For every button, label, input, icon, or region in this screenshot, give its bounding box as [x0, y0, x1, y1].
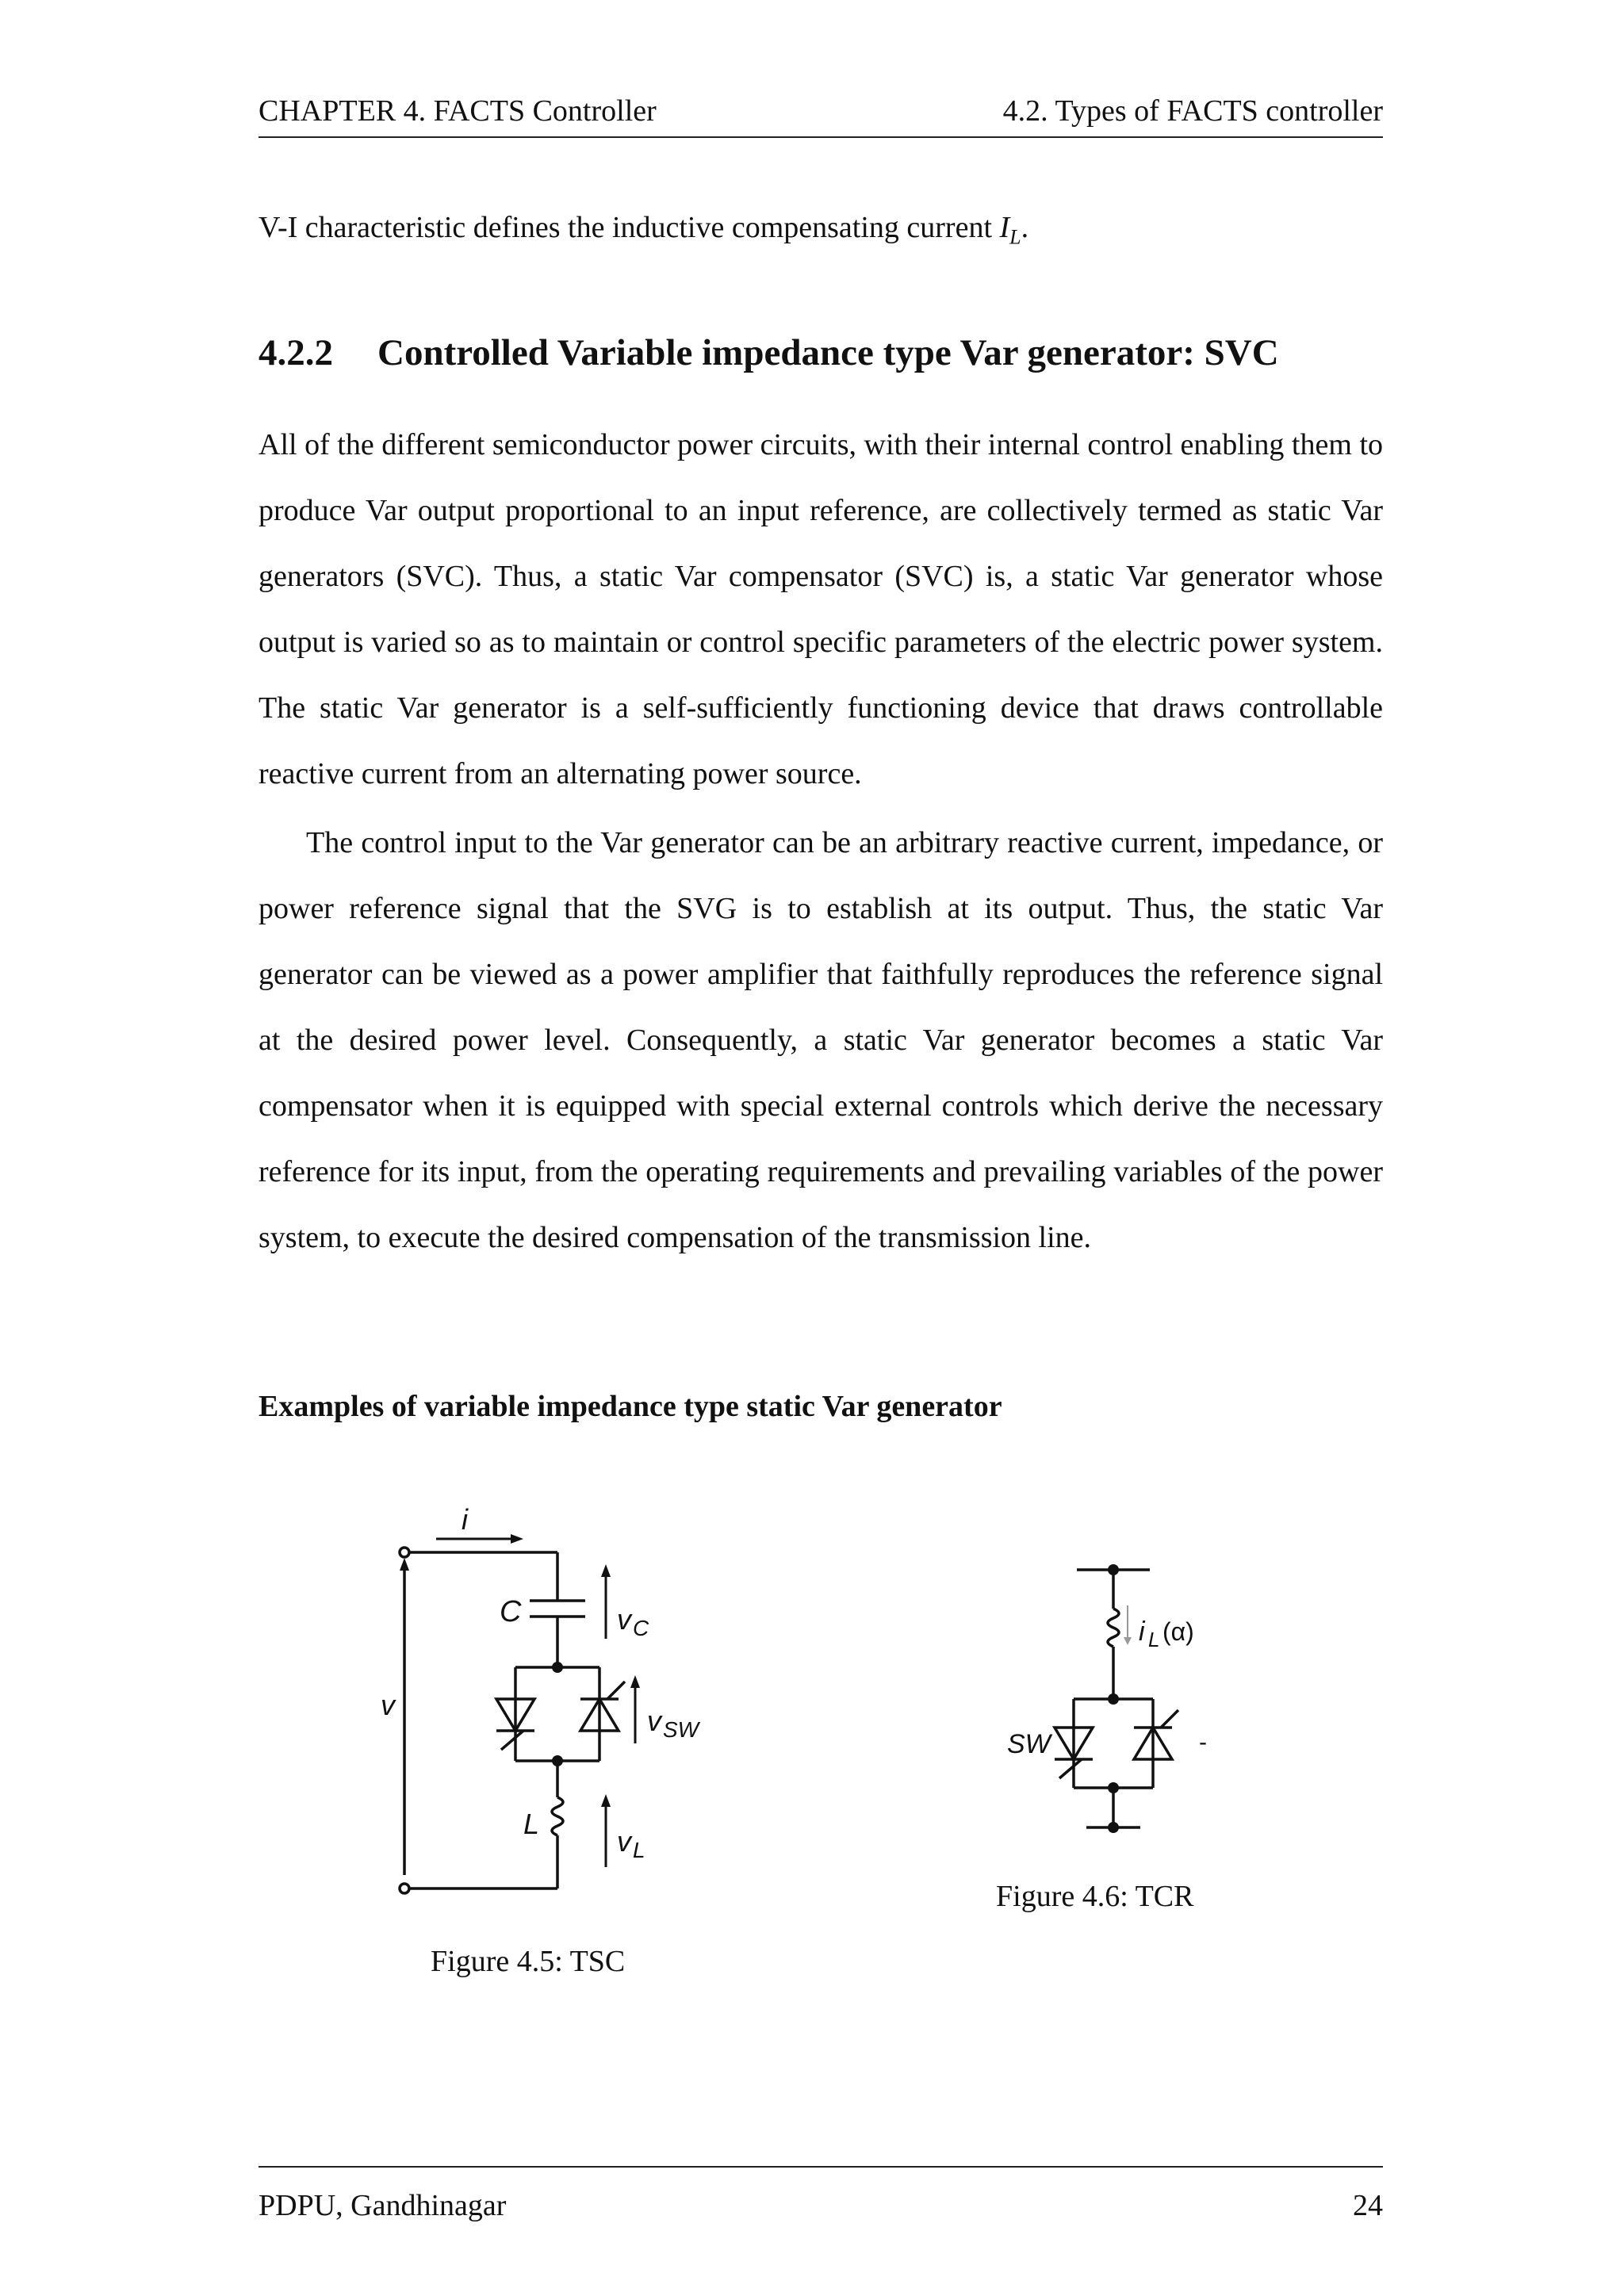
paragraph-2: The control input to the Var generator can be an arbitrary reactive current, impedance, or power reference signal that the SVG is to establish at its output. Thus, the static Var generator can be viewed as a power amplifier that faithfully reproduces the reference signal at the desired power level. Consequently, a static Var generator becomes a static Var compensator when it is equipped with special external controls which derive the necessary reference for its input, from the operating requirements and prevailing variables of the power system, to execute the desired compensation of the transmission line. [259, 826, 1383, 1254]
header-section: 4.2. Types of FACTS controller [1002, 94, 1383, 128]
intro-subscript: L [1009, 225, 1021, 249]
tcr-circuit-diagram [991, 1558, 1277, 1851]
intro-line [259, 210, 1028, 250]
tcr-svg [991, 1558, 1277, 1851]
page-number: 24 [1353, 2189, 1383, 2222]
tsc-label-vSW: v [647, 1705, 661, 1737]
inductor-coil [552, 1797, 563, 1835]
running-footer [259, 2166, 1383, 2231]
running-header [259, 94, 1383, 138]
tsc-svg [373, 1502, 737, 1915]
section-title: Controlled Variable impedance type Var generator: SVC [377, 332, 1279, 373]
tsc-label-vSW-sub: SW [663, 1717, 699, 1742]
tcr-caption: Figure 4.6: TCR [996, 1880, 1194, 1913]
tcr-label-iL: i [1139, 1617, 1145, 1647]
footer-institution: PDPU, Gandhinagar [259, 2189, 507, 2222]
tsc-label-vL-sub: L [633, 1838, 645, 1862]
tsc-top-terminal [400, 1548, 409, 1557]
tsc-label-v: v [381, 1689, 395, 1721]
tsc-caption: Figure 4.5: TSC [431, 1945, 626, 1978]
tsc-label-i: i [462, 1503, 468, 1536]
tsc-circuit-diagram [373, 1502, 737, 1915]
header-chapter: CHAPTER 4. FACTS Controller [259, 94, 657, 128]
intro-symbol: I [999, 211, 1010, 244]
tcr-label-alpha: (α) [1162, 1617, 1194, 1646]
tcr-label-iL-sub: L [1148, 1628, 1160, 1651]
tsc-bottom-terminal [400, 1884, 409, 1893]
section-heading [259, 331, 1279, 374]
tsc-label-vL: v [617, 1825, 631, 1858]
tcr-label-dash: - [1199, 1729, 1207, 1755]
examples-heading: Examples of variable impedance type static Var generator [259, 1390, 1002, 1423]
intro-end: . [1021, 211, 1029, 244]
intro-text: V-I characteristic defines the inductive compensating current [259, 211, 1000, 244]
paragraph-1: All of the different semiconductor power circuits, with their internal control enabling them to produce Var output proportional to an input reference, are collectively termed as static Var generators (SVC). Thus, a static Var compensator (SVC) is, a static Var generator whose output is varied so as to maintain or control specific parameters of the electric power system. The static Var generator is a self-sufficiently functioning device that draws controllable reactive current from an alternating power source. [259, 428, 1383, 790]
tsc-label-vC-sub: C [633, 1616, 649, 1640]
tsc-label-C: C [500, 1595, 522, 1628]
tcr-inductor-coil [1108, 1609, 1119, 1647]
section-number: 4.2.2 [259, 332, 333, 373]
tcr-label-SW: SW [1007, 1729, 1051, 1759]
tsc-label-vC: v [617, 1603, 631, 1636]
tsc-label-L: L [523, 1808, 540, 1840]
